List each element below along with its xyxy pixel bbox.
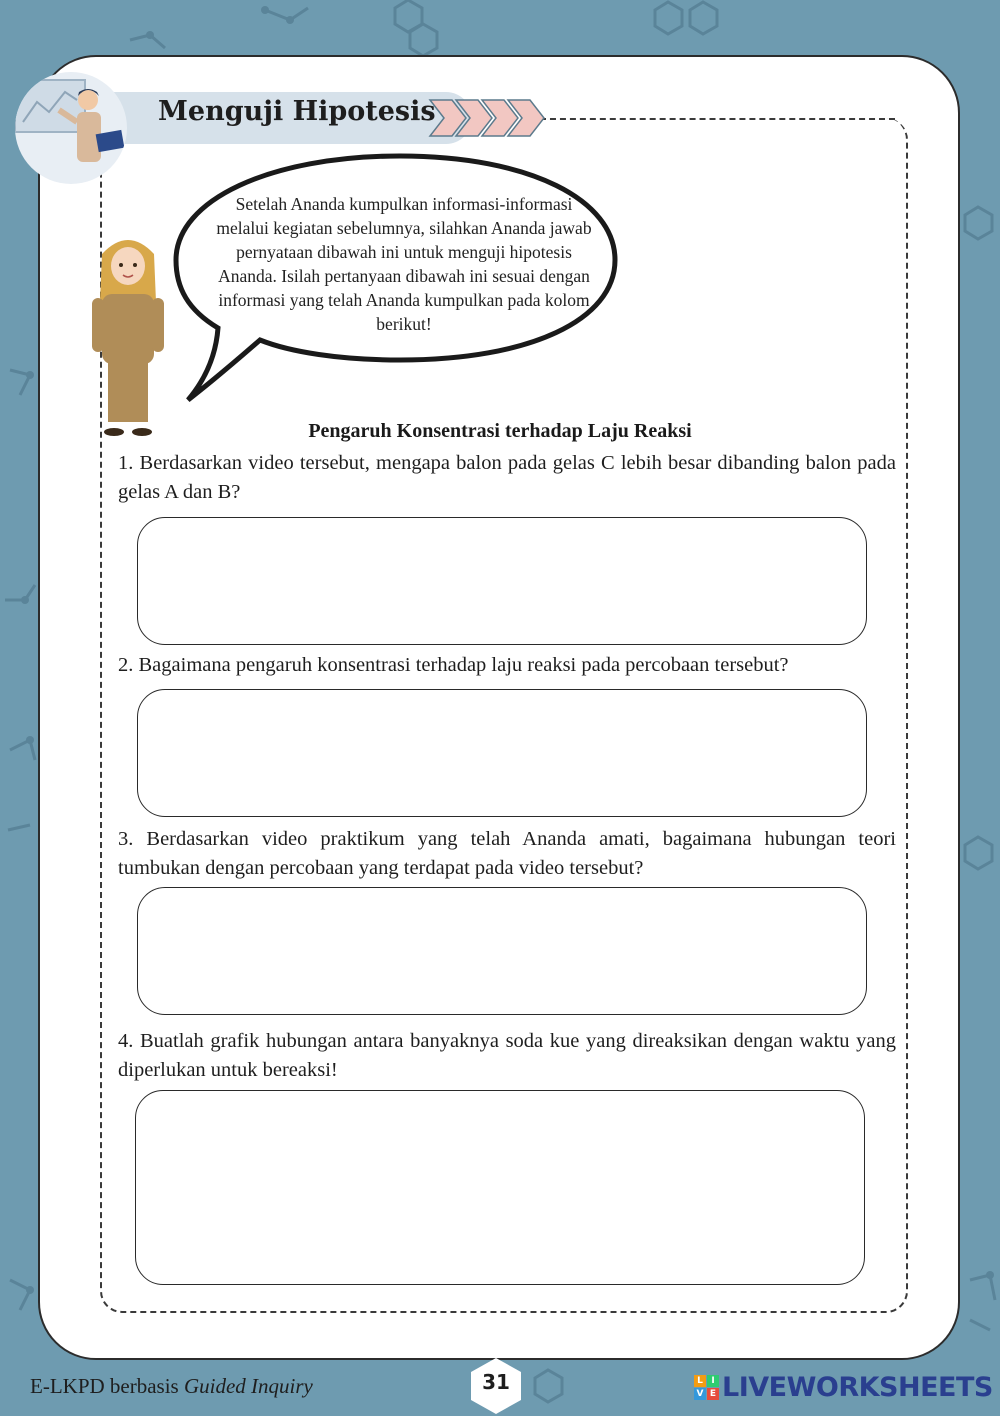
question-2: 2. Bagaimana pengaruh konsentrasi terhadap laju reaksi pada percobaan tersebut? [118, 654, 789, 676]
speech-bubble-text: Setelah Ananda kumpulkan informasi-informasi melalui kegiatan sebelumnya, silahkan Ananda jawab pernyataan dibawah ini untuk menguji hipotesis Ananda. Isilah pertanyaan dibawah ini sesuai dengan informasi yang telah Ananda kumpulkan pada kolom berikut! [216, 194, 592, 334]
answer-box-1[interactable] [137, 517, 867, 645]
answer-box-4[interactable] [135, 1090, 865, 1285]
logo-letter-e: E [707, 1388, 719, 1400]
liveworksheets-logo[interactable] [694, 1372, 993, 1403]
chevron-arrows-icon [428, 96, 548, 140]
teacher-presenting-illustration [15, 72, 127, 184]
teacher-male-avatar [15, 72, 127, 184]
answer-box-2[interactable] [137, 689, 867, 817]
footer-title-prefix: E-LKPD berbasis [30, 1374, 184, 1398]
teacher-female-illustration [88, 232, 168, 442]
liveworksheets-brand-text: LIVEWORKSHEETS [722, 1372, 993, 1403]
section-title: Pengaruh Konsentrasi terhadap Laju Reaksi [308, 420, 692, 442]
dashed-top-line [540, 118, 895, 120]
page-number: 31 [482, 1370, 510, 1394]
question-1: 1. Berdasarkan video tersebut, mengapa balon pada gelas C lebih besar dibanding balon pada gelas A dan B? [118, 452, 896, 503]
logo-letter-i: I [707, 1375, 719, 1387]
answer-box-3[interactable] [137, 887, 867, 1015]
liveworksheets-logo-icon [694, 1375, 719, 1400]
logo-letter-l: L [694, 1375, 706, 1387]
page-title: Menguji Hipotesis [158, 96, 436, 127]
footer-title-italic: Guided Inquiry [183, 1374, 313, 1398]
logo-letter-v: V [694, 1388, 706, 1400]
question-4: 4. Buatlah grafik hubungan antara banyaknya soda kue yang direaksikan dengan waktu yang diperlukan untuk bereaksi! [118, 1030, 896, 1081]
question-3: 3. Berdasarkan video praktikum yang telah Ananda amati, bagaimana hubungan teori tumbukan dengan percobaan yang terdapat pada video tersebut? [118, 828, 896, 879]
footer-title [30, 1374, 313, 1399]
